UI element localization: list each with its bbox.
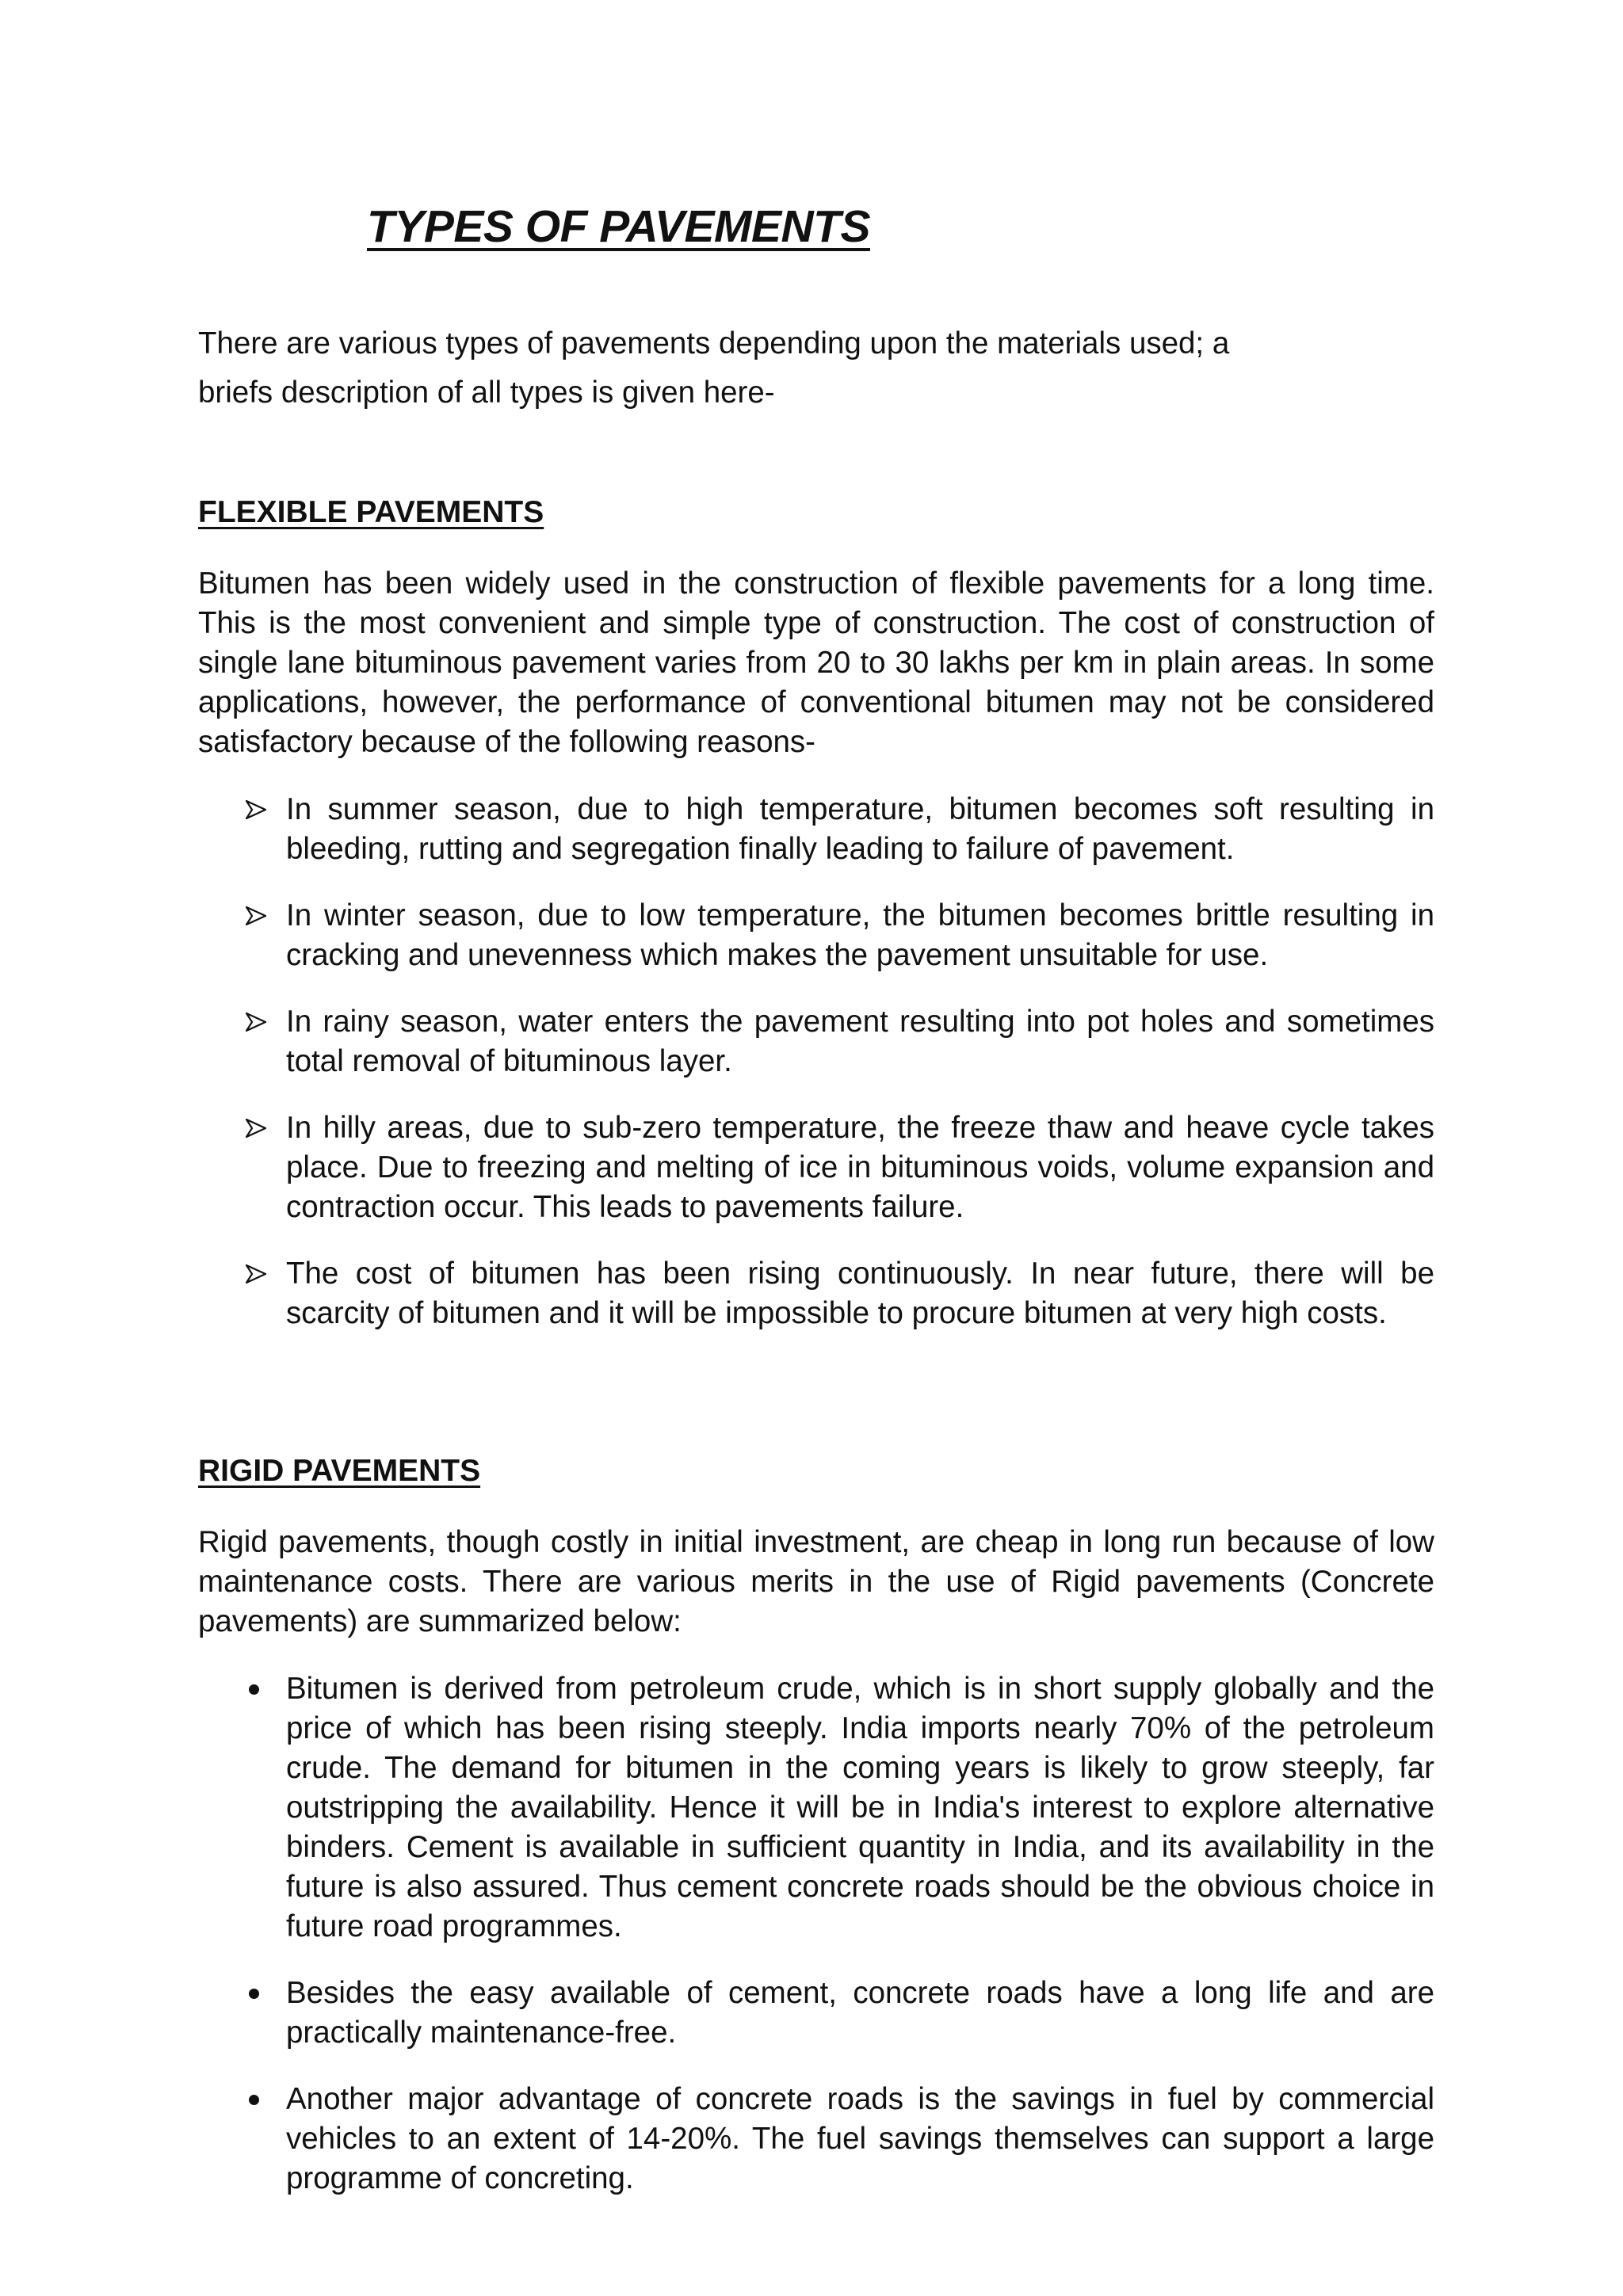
section-heading-flexible: FLEXIBLE PAVEMENTS [198, 495, 544, 529]
section-heading-rigid: RIGID PAVEMENTS [198, 1454, 481, 1488]
flexible-paragraph: Bitumen has been widely used in the construction of flexible pavements for a long time. This is the most convenient and simple type of construction. The cost of construction of single lane bituminous pavement varies from 20 to 30 lakhs per km in plain areas. In some applications, however, the performance of conventional bitumen may not be considered satisfactory because of the following reasons- [198, 566, 1434, 759]
flexible-reasons-list [198, 790, 1434, 1360]
bullet-dot-icon [249, 2095, 259, 2105]
list-item-text: In rainy season, water enters the pavement resulting into pot holes and sometimes total removal of bituminous layer. [286, 1005, 1434, 1078]
intro-paragraph: There are various types of pavements depending upon the materials used; a briefs description of all types is given here- [198, 326, 1230, 410]
arrow-bullet-icon [246, 800, 266, 819]
list-item [198, 1002, 1434, 1081]
rigid-merits-list [198, 1669, 1434, 2225]
arrow-bullet-icon [246, 906, 266, 925]
arrow-bullet-icon [246, 1013, 266, 1032]
bullet-dot-icon [249, 1684, 259, 1695]
list-item-text: Bitumen is derived from petroleum crude, which is in short supply globally and the price of which has been rising steeply. India imports nearly 70% of the petroleum crude. The demand for bitumen in the coming years is likely to grow steeply, far outstripping the availability. Hence it will be in India's interest to explore alternative binders. Cement is available in sufficient quantity in India, and its availability in the future is also assured. Thus cement concrete roads should be the obvious choice in future road programmes. [286, 1672, 1434, 1943]
list-item-text: In summer season, due to high temperature, bitumen becomes soft resulting in bleeding, rutting and segregation finally leading to failure of pavement. [286, 792, 1434, 866]
list-item-text: In hilly areas, due to sub-zero temperature, the freeze thaw and heave cycle takes place. Due to freezing and melting of ice in bituminous voids, volume expansion and contraction occur. This leads to pavements failure. [286, 1111, 1434, 1224]
list-item [198, 1669, 1434, 1947]
bullet-dot-icon [249, 1989, 259, 1999]
list-item-text: In winter season, due to low temperature, the bitumen becomes brittle resulting in cracking and unevenness which makes the pavement unsuitable for use. [286, 898, 1434, 972]
list-item [198, 1974, 1434, 2053]
list-item [198, 896, 1434, 975]
list-item-text: Besides the easy available of cement, concrete roads have a long life and are practically maintenance-free. [286, 1976, 1434, 2050]
list-item [198, 2080, 1434, 2199]
list-item [198, 1254, 1434, 1333]
list-item-text: Another major advantage of concrete roads is the savings in fuel by commercial vehicles to an extent of 14-20%. The fuel savings themselves can support a large programme of concreting. [286, 2082, 1434, 2195]
arrow-bullet-icon [246, 1119, 266, 1138]
list-item-text: The cost of bitumen has been rising continuously. In near future, there will be scarcity of bitumen and it will be impossible to procure bitumen at very high costs. [286, 1257, 1434, 1330]
list-item [198, 790, 1434, 869]
arrow-bullet-icon [246, 1264, 266, 1283]
list-item [198, 1108, 1434, 1227]
page-title: TYPES OF PAVEMENTS [367, 201, 870, 252]
rigid-paragraph: Rigid pavements, though costly in initial investment, are cheap in long run because of low maintenance costs. There are various merits in the use of Rigid pavements (Concrete pavements) are summarized below: [198, 1525, 1434, 1638]
